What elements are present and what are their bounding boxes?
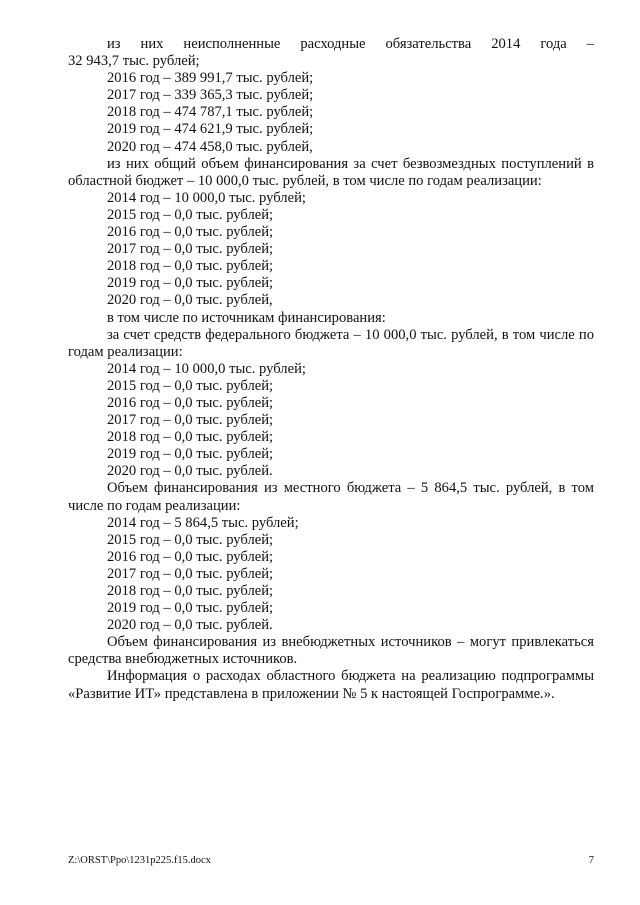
year-line: 2017 год – 339 365,3 тыс. рублей; [107,87,314,104]
year-line: 2020 год – 0,0 тыс. рублей. [107,617,273,634]
paragraph-information: Информация о расходах областного бюджета на реализацию подпрограммы «Развитие ИТ» представлена в приложении № 5 к настоящей Госпрограмме.». [68,668,594,702]
free-years-list [68,190,594,310]
page-footer [68,855,594,866]
paragraph-unfulfilled-line2: 32 943,7 тыс. рублей; [68,53,200,70]
document-body [68,36,594,703]
year-line: 2015 год – 0,0 тыс. рублей; [107,377,274,394]
year-line: 2018 год – 474 787,1 тыс. рублей; [107,104,314,121]
year-line: 2018 год – 0,0 тыс. рублей; [107,583,274,599]
total-years-list [68,70,594,155]
year-line: 2014 год – 5 864,5 тыс. рублей; [107,514,299,531]
paragraph-federal: за счет средств федерального бюджета – 10 000,0 тыс. рублей, в том числе по годам реализации: [68,326,594,360]
year-line: 2019 год – 0,0 тыс. рублей; [107,600,274,617]
paragraph-by-sources: в том числе по источникам финансирования: [107,309,386,326]
paragraph-free-receipts: из них общий объем финансирования за счет безвозмездных поступлений в областной бюджет – 10 000,0 тыс. рублей, в том числе по годам реализации: [68,155,594,189]
local-years-list [68,515,594,635]
year-line: 2016 год – 389 991,7 тыс. рублей; [107,70,314,87]
paragraph-local-budget: Объем финансирования из местного бюджета – 5 864,5 тыс. рублей, в том числе по годам реализации: [68,480,594,514]
year-line: 2014 год – 10 000,0 тыс. рублей; [107,189,306,206]
year-line: 2016 год – 0,0 тыс. рублей; [107,224,274,241]
year-line: 2020 год – 0,0 тыс. рублей. [107,463,273,480]
year-line: 2017 год – 0,0 тыс. рублей; [107,412,274,429]
year-line: 2019 год – 0,0 тыс. рублей; [107,275,274,292]
year-line: 2017 год – 0,0 тыс. рублей; [107,565,274,582]
page-number: 7 [588,855,594,866]
paragraph-unfulfilled-line1: из них неисполненные расходные обязательства 2014 года – [107,36,594,52]
year-line: 2015 год – 0,0 тыс. рублей; [107,206,274,223]
year-line: 2019 год – 474 621,9 тыс. рублей; [107,121,314,138]
year-line: 2014 год – 10 000,0 тыс. рублей; [107,360,306,377]
year-line: 2015 год – 0,0 тыс. рублей; [107,531,274,548]
file-path: Z:\ORST\Ppo\1231p225.f15.docx [68,855,211,866]
year-line: 2018 год – 0,0 тыс. рублей; [107,429,274,446]
year-line: 2018 год – 0,0 тыс. рублей; [107,258,274,275]
paragraph-extrabudgetary: Объем финансирования из внебюджетных источников – могут привлекаться средства внебюджетных источников. [68,634,594,668]
federal-years-list [68,361,594,481]
year-line: 2016 год – 0,0 тыс. рублей; [107,394,274,411]
year-line: 2017 год – 0,0 тыс. рублей; [107,241,274,258]
year-line: 2020 год – 0,0 тыс. рублей, [107,292,273,309]
year-line: 2019 год – 0,0 тыс. рублей; [107,446,274,463]
year-line: 2016 год – 0,0 тыс. рублей; [107,548,274,565]
year-line: 2020 год – 474 458,0 тыс. рублей, [107,138,313,155]
